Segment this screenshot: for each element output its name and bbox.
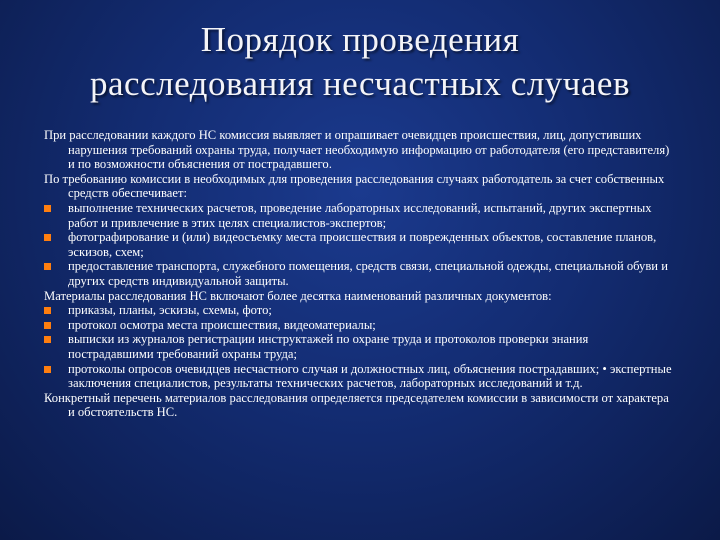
list-item xyxy=(44,318,676,333)
slide-body xyxy=(44,128,676,420)
square-bullet-icon xyxy=(44,336,51,343)
square-bullet-icon xyxy=(44,205,51,212)
list-item-text: выполнение технических расчетов, проведение лабораторных исследований, испытаний, других экспертных работ и привлечение в этих целях специалистов-экспертов; xyxy=(68,200,652,230)
list-item xyxy=(44,332,676,361)
list-item xyxy=(44,230,676,259)
list-item-text: выписки из журналов регистрации инструктажей по охране труда и протоколов проверки знания пострадавшими требований охраны труда; xyxy=(68,332,589,361)
square-bullet-icon xyxy=(44,322,51,329)
square-bullet-icon xyxy=(44,307,51,314)
list-item-text: фотографирование и (или) видеосъемку места происшествия и поврежденных объектов, составление планов, эскизов, схем; xyxy=(68,230,657,259)
paragraph-investigation-intro: При расследовании каждого НС комиссия выявляет и опрашивает очевидцев происшествия, лиц, допустивших нарушения требований охраны труда, получает необходимую информацию от работодателя (его представителя) и по возможности объяснения от пострадавшего. xyxy=(44,128,670,172)
list-item-text: протоколы опросов очевидцев несчастного случая и должностных лиц, объяснения пострадавших; • экспертные заключения специалистов, результаты технических расчетов, лабораторных исследований и т.д. xyxy=(68,361,672,391)
list-item xyxy=(44,362,676,391)
title-line-1: Порядок проведения xyxy=(200,20,520,59)
paragraph-employer-provides: По требованию комиссии в необходимых для проведения расследования случаях работодатель за счет собственных средств обеспечивает: xyxy=(44,171,665,201)
list-item xyxy=(44,201,676,230)
paragraph-conclusion: Конкретный перечень материалов расследования определяется председателем комиссии в зависимости от характера и обстоятельств НС. xyxy=(44,390,669,420)
list-item xyxy=(44,259,676,288)
square-bullet-icon xyxy=(44,263,51,270)
square-bullet-icon xyxy=(44,366,51,373)
list-item-text: протокол осмотра места происшествия, видеоматериалы; xyxy=(68,317,376,332)
square-bullet-icon xyxy=(44,234,51,241)
list-item-text: приказы, планы, эскизы, схемы, фото; xyxy=(68,303,272,318)
slide-title xyxy=(20,18,700,106)
list-item xyxy=(44,303,676,318)
list-item-text: предоставление транспорта, служебного помещения, средств связи, специальной одежды, специальной обуви и других средств индивидуальной защиты. xyxy=(68,259,668,288)
paragraph-materials: Материалы расследования НС включают более десятка наименований различных документов: xyxy=(44,288,552,303)
title-line-2: расследования несчастных случаев xyxy=(90,64,630,103)
